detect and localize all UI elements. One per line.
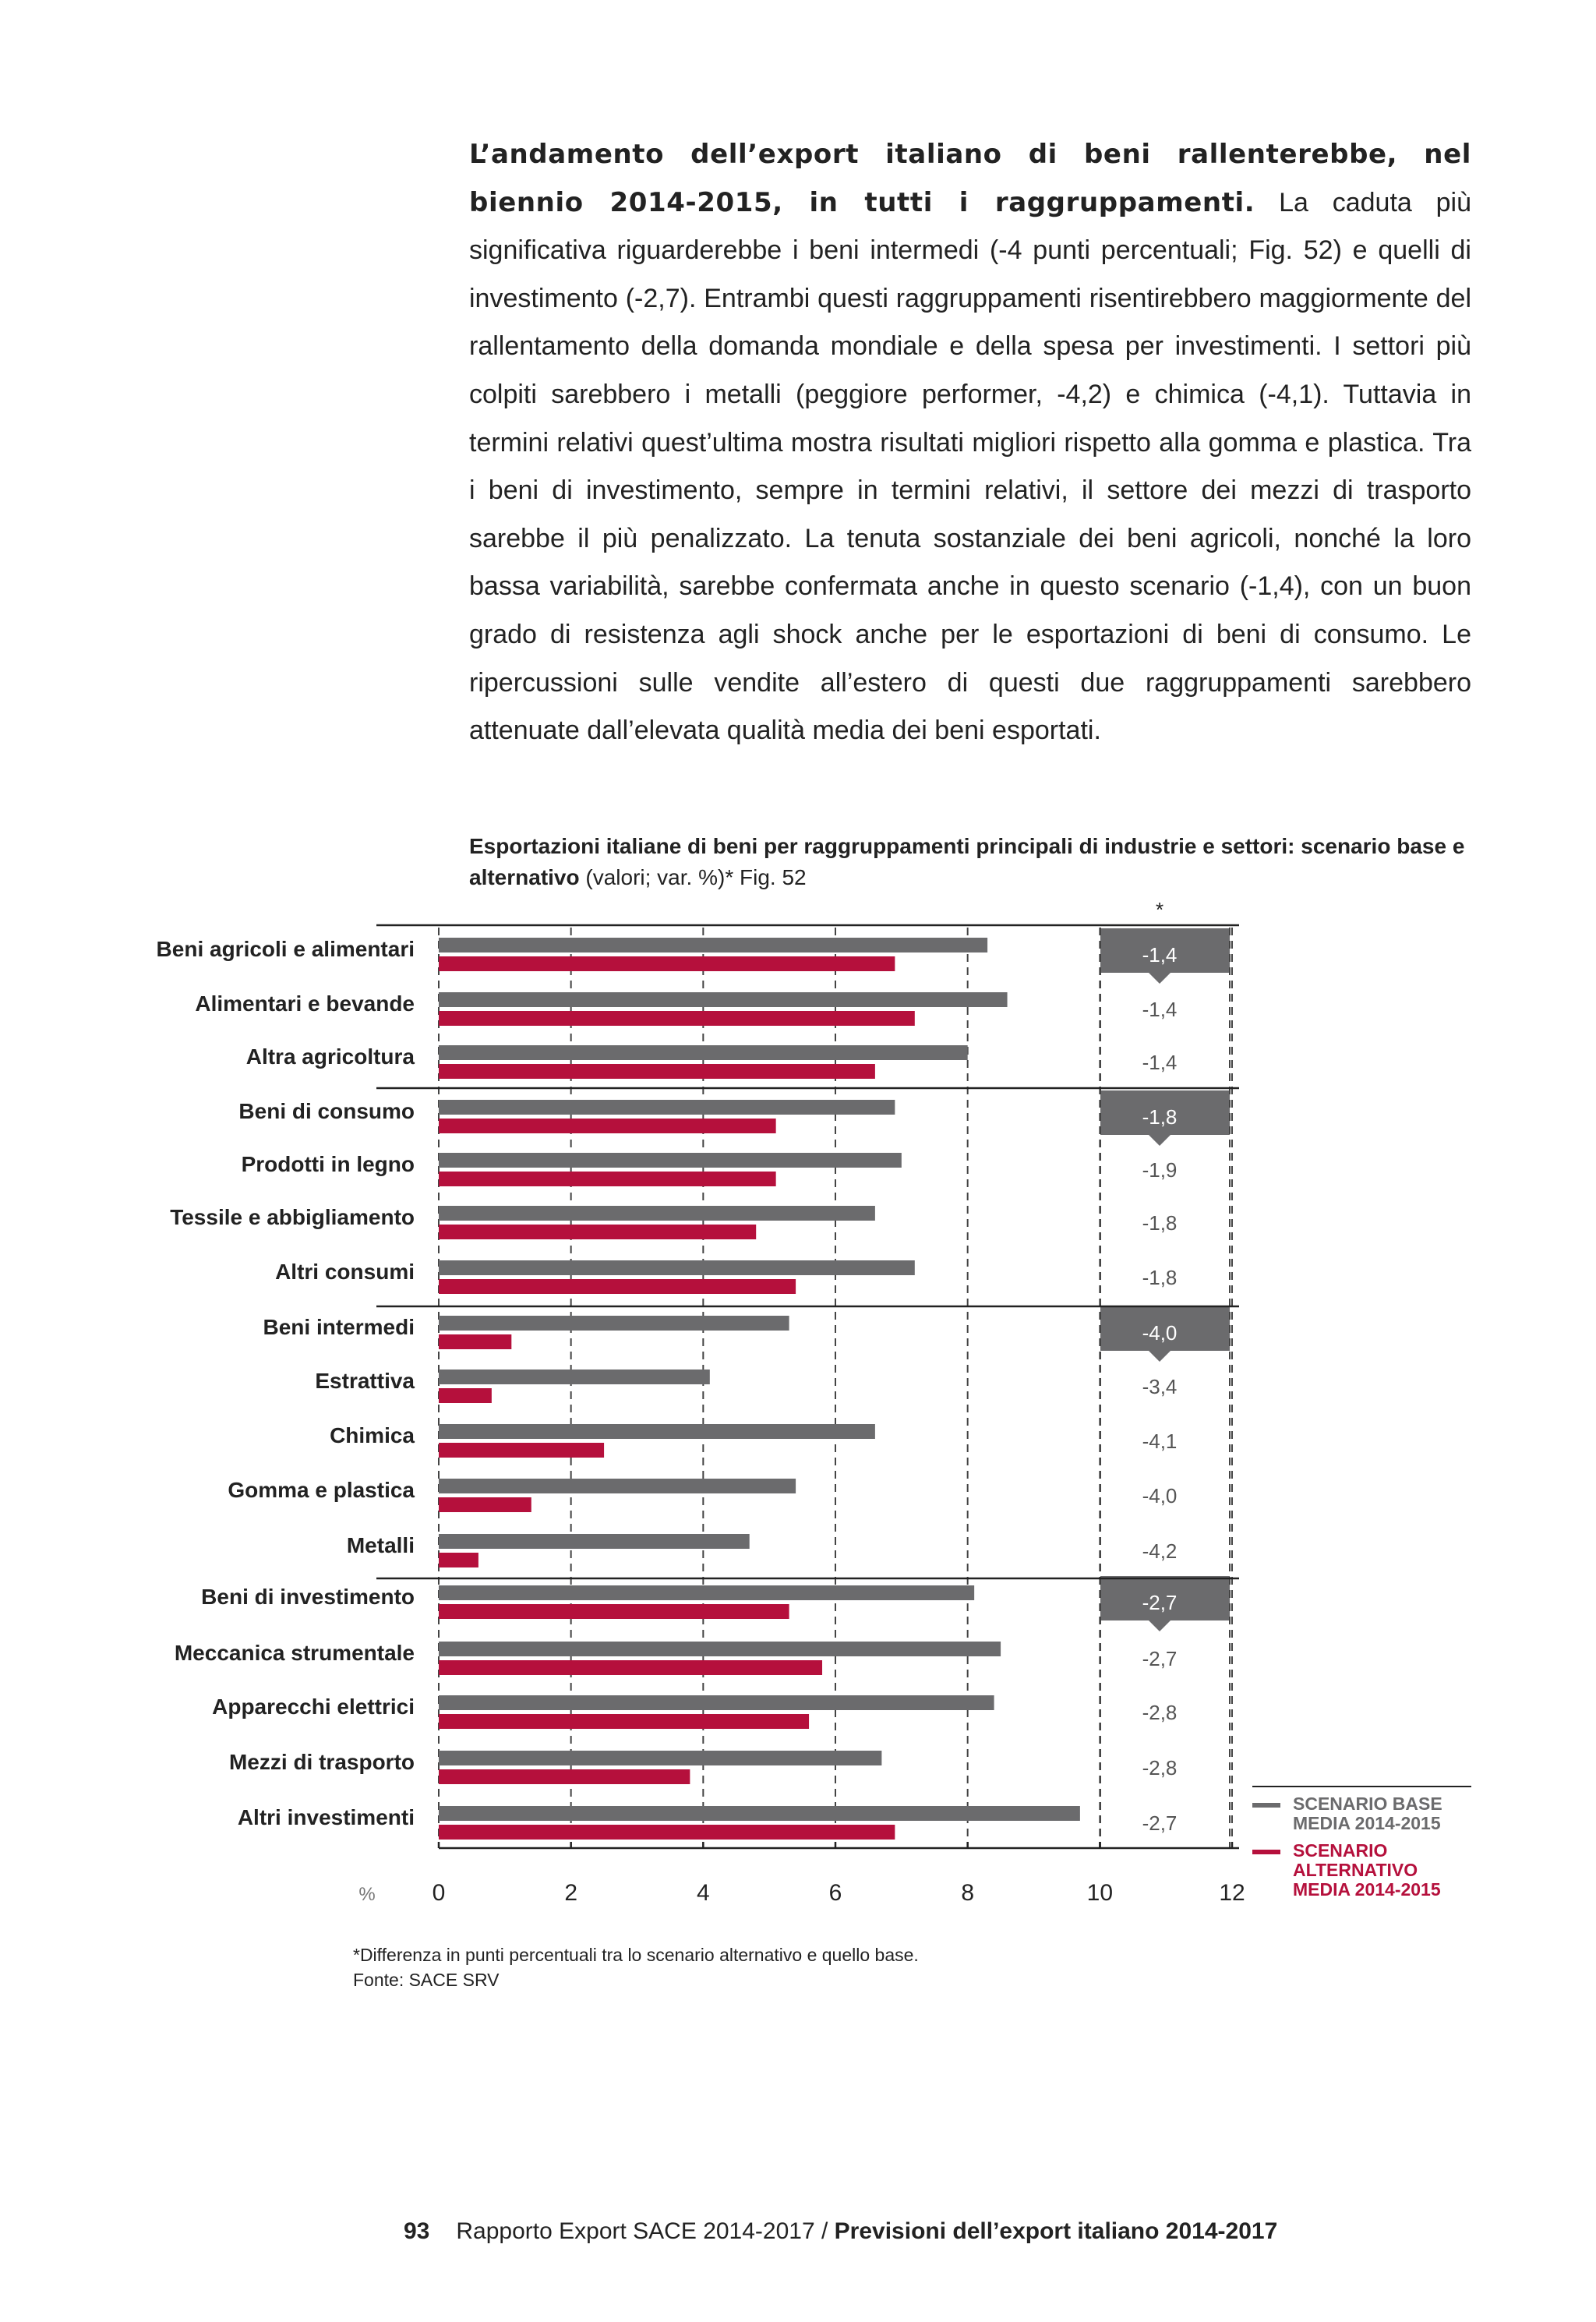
difference-highlight-pointer: [1149, 1135, 1171, 1146]
category-label: Tessile e abbigliamento: [170, 1205, 415, 1229]
difference-value: -4,0: [1142, 1321, 1178, 1345]
bar-scenario-base: [439, 1424, 875, 1439]
bar-scenario-base: [439, 1045, 968, 1060]
category-label: Metalli: [346, 1533, 415, 1557]
difference-value: -1,4: [1142, 1051, 1178, 1074]
category-label: Beni di investimento: [201, 1585, 415, 1609]
bar-scenario-alternative: [439, 1064, 875, 1079]
category-label: Gomma e plastica: [228, 1478, 415, 1502]
footnote-source: Fonte: SACE SRV: [353, 1970, 500, 1990]
category-label: Altra agricoltura: [245, 1044, 415, 1069]
difference-header: *: [1155, 898, 1164, 921]
bar-scenario-base: [439, 938, 987, 952]
category-label: Beni intermedi: [263, 1315, 415, 1339]
x-axis-unit-label: %: [358, 1884, 376, 1905]
difference-value: -2,7: [1142, 1811, 1178, 1835]
bar-scenario-alternative: [439, 1825, 895, 1840]
difference-highlight-pointer: [1149, 1351, 1171, 1362]
difference-value: -2,8: [1142, 1701, 1178, 1724]
difference-value: -1,9: [1142, 1158, 1178, 1182]
bar-scenario-alternative: [439, 1714, 809, 1729]
category-label: Beni agricoli e alimentari: [156, 937, 415, 961]
footer-report-title: Rapporto Export SACE 2014-2017 /: [456, 2218, 835, 2244]
x-tick-label: 6: [828, 1880, 842, 1906]
bar-scenario-base: [439, 1642, 1001, 1656]
intro-bold-lead: L’andamento dell’export italiano di beni rallenterebbe, nel biennio 2014-2015, in tutti i raggruppamenti.: [469, 139, 1471, 218]
bar-scenario-base: [439, 1153, 902, 1168]
chart-title-bold: Esportazioni italiane di beni per raggruppamenti principali di industrie e settori: scenario base e alternativo: [469, 834, 1465, 889]
difference-value: -2,7: [1142, 1591, 1178, 1614]
bar-scenario-base: [439, 1206, 875, 1221]
bar-scenario-base: [439, 1751, 881, 1765]
difference-highlight-pointer: [1149, 973, 1171, 984]
bar-scenario-base: [439, 1806, 1080, 1821]
difference-value: -4,1: [1142, 1430, 1178, 1453]
footer-section-title: Previsioni dell’export italiano 2014-2017: [834, 2218, 1278, 2244]
x-tick-label: 4: [696, 1880, 710, 1906]
bar-scenario-base: [439, 1100, 895, 1115]
legend-item-alternative-label: SCENARIO ALTERNATIVO MEDIA 2014-2015: [1293, 1840, 1441, 1900]
category-label: Prodotti in legno: [241, 1152, 415, 1176]
bar-scenario-base: [439, 1370, 710, 1384]
bar-scenario-alternative: [439, 1388, 492, 1403]
difference-value: -2,7: [1142, 1647, 1178, 1670]
bar-scenario-base: [439, 1260, 915, 1275]
bar-scenario-alternative: [439, 1279, 796, 1294]
bar-scenario-alternative: [439, 1497, 531, 1512]
bar-scenario-alternative: [439, 956, 895, 971]
difference-value: -4,2: [1142, 1539, 1178, 1563]
bar-scenario-base: [439, 1585, 974, 1600]
category-label: Altri consumi: [275, 1260, 415, 1284]
difference-value: -3,4: [1142, 1375, 1178, 1398]
difference-value: -1,8: [1142, 1266, 1178, 1289]
bar-scenario-base: [439, 1316, 789, 1331]
bar-scenario-alternative: [439, 1769, 690, 1784]
chart-footnote: [353, 1942, 919, 1992]
bar-scenario-base: [439, 1695, 994, 1710]
bar-scenario-alternative: [439, 1119, 776, 1133]
x-tick-label: 0: [432, 1880, 446, 1906]
page-footer: [404, 2218, 1277, 2245]
bar-scenario-alternative: [439, 1553, 478, 1567]
legend-item-base-label: SCENARIO BASE MEDIA 2014-2015: [1293, 1794, 1442, 1833]
category-label: Estrattiva: [315, 1369, 415, 1393]
difference-value: -4,0: [1142, 1484, 1178, 1507]
bar-scenario-alternative: [439, 1443, 604, 1458]
category-label: Meccanica strumentale: [174, 1641, 415, 1665]
category-label: Altri investimenti: [237, 1805, 415, 1829]
bar-scenario-alternative: [439, 1604, 789, 1619]
category-label: Chimica: [330, 1423, 415, 1447]
page-number: 93: [404, 2218, 430, 2244]
footnote-note: *Differenza in punti percentuali tra lo scenario alternativo e quello base.: [353, 1945, 919, 1965]
x-tick-label: 8: [961, 1880, 975, 1906]
difference-value: -2,8: [1142, 1756, 1178, 1779]
bar-scenario-base: [439, 1479, 796, 1493]
difference-value: -1,8: [1142, 1211, 1178, 1235]
bar-scenario-alternative: [439, 1011, 915, 1026]
category-label: Mezzi di trasporto: [228, 1750, 415, 1774]
difference-highlight-pointer: [1149, 1620, 1171, 1631]
category-label: Alimentari e bevande: [195, 991, 415, 1016]
x-tick-label: 12: [1219, 1880, 1245, 1906]
chart-title-normal: (valori; var. %)* Fig. 52: [579, 865, 807, 889]
bar-scenario-alternative: [439, 1172, 776, 1186]
bar-scenario-alternative: [439, 1334, 511, 1349]
category-label: Beni di consumo: [238, 1099, 415, 1123]
intro-body-text: La caduta più significativa riguarderebbe i beni intermedi (-4 punti percentuali; Fig. 52) e quelli di investimento (-2,7). Entrambi questi raggruppamenti risentirebbero maggiormente del rallentamento della domanda mondiale e della spesa per investimenti. I settori più colpiti sarebbero i metalli (peggiore performer, -4,2) e chimica (-4,1). Tuttavia in termini relativi quest’ultima mostra risultati migliori rispetto alla gomma e plastica. Tra i beni di investimento, sempre in termini relativi, il settore dei mezzi di trasporto sarebbe il più penalizzato. La tenuta sostanziale dei beni agricoli, nonché la loro bassa variabilità, sarebbe confermata anche in questo scenario (-1,4), con un buon grado di resistenza agli shock anche per le esportazioni di beni di consumo. Le ripercussioni sulle vendite all’estero di questi due raggruppamenti sarebbero attenuate dall’elevata qualità media dei beni esportati.: [469, 187, 1471, 746]
category-label: Apparecchi elettrici: [212, 1695, 415, 1719]
x-tick-label: 10: [1086, 1880, 1114, 1906]
bar-scenario-alternative: [439, 1660, 822, 1675]
difference-value: -1,8: [1142, 1105, 1178, 1129]
bar-scenario-base: [439, 992, 1008, 1007]
difference-value: -1,4: [1142, 998, 1178, 1021]
x-tick-label: 2: [564, 1880, 578, 1906]
difference-value: -1,4: [1142, 943, 1178, 967]
bar-scenario-base: [439, 1534, 750, 1549]
legend-item-base-swatch: [1252, 1803, 1280, 1808]
legend-item-alternative-swatch: [1252, 1850, 1280, 1854]
bar-scenario-alternative: [439, 1225, 756, 1239]
